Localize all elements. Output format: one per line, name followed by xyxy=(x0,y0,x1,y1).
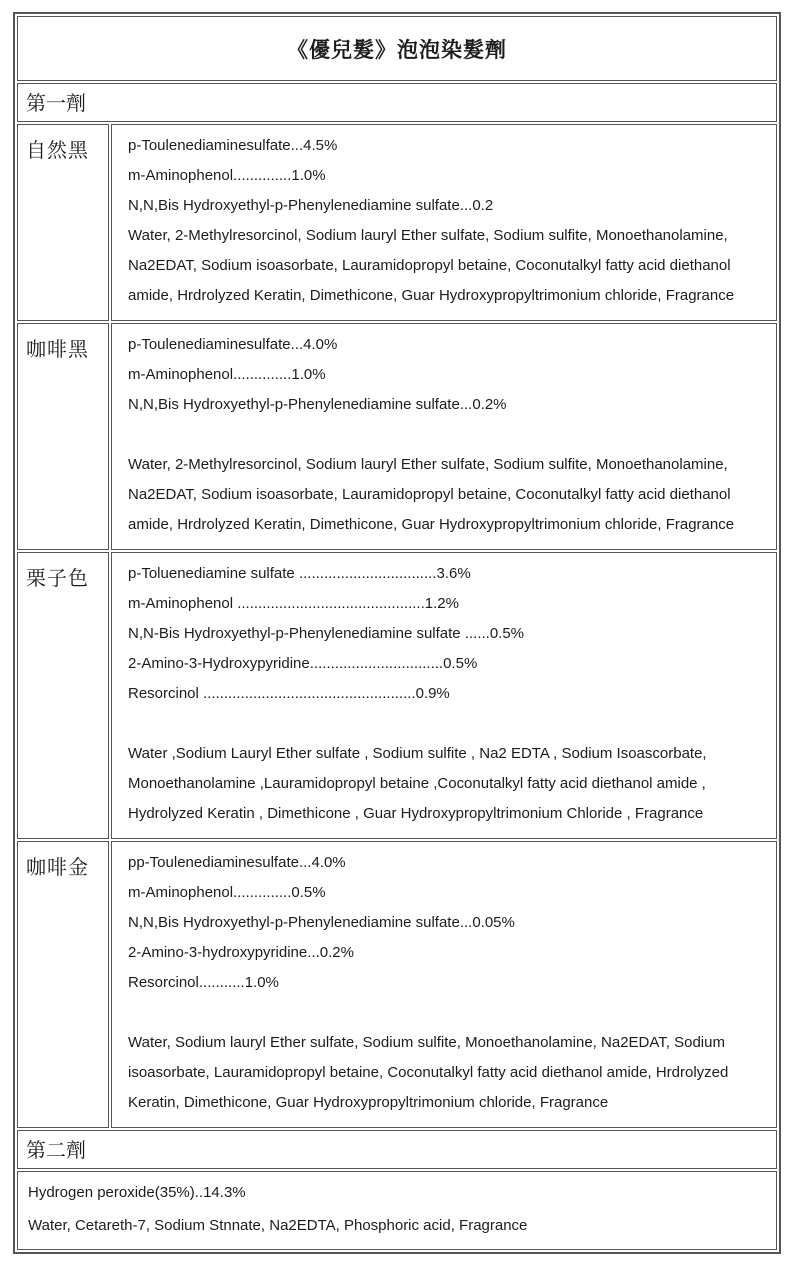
ingredient-line: N,N,Bis Hydroxyethyl-p-Phenylenediamine sulfate...0.2% xyxy=(128,396,507,413)
first-agent-header-row xyxy=(17,83,777,122)
ingredient-line: Monoethanolamine ,Lauramidopropyl betaine ,Coconutalkyl fatty acid diethanol amide , xyxy=(128,775,706,792)
ingredient-table xyxy=(13,12,781,1254)
first-agent-header: 第一劑 xyxy=(17,83,777,122)
ingredient-line: Water, Sodium lauryl Ether sulfate, Sodium sulfite, Monoethanolamine, Na2EDAT, Sodium xyxy=(128,1034,725,1051)
color-name: 自然黑 xyxy=(17,124,109,321)
color-name: 咖啡金 xyxy=(17,841,109,1128)
ingredient-line: m-Aminophenol..............0.5% xyxy=(128,884,326,901)
ingredient-line: Hydrolyzed Keratin , Dimethicone , Guar Hydroxypropyltrimonium Chloride , Fragrance xyxy=(128,805,704,822)
ingredient-line: N,N-Bis Hydroxyethyl-p-Phenylenediamine sulfate ......0.5% xyxy=(128,625,525,642)
color-name: 咖啡黑 xyxy=(17,323,109,550)
ingredient-line: Na2EDAT, Sodium isoasorbate, Lauramidopropyl betaine, Coconutalkyl fatty acid diethanol xyxy=(128,486,731,503)
color-row xyxy=(17,124,777,321)
color-ingredients xyxy=(111,841,777,1128)
ingredient-line: N,N,Bis Hydroxyethyl-p-Phenylenediamine sulfate...0.2 xyxy=(128,197,494,214)
color-ingredients xyxy=(111,124,777,321)
second-agent-header: 第二劑 xyxy=(17,1130,777,1169)
ingredient-line: p-Toluenediamine sulfate .................................3.6% xyxy=(128,565,471,582)
title-row xyxy=(17,16,777,81)
ingredient-line: p-Toulenediaminesulfate...4.5% xyxy=(128,137,338,154)
color-name: 栗子色 xyxy=(17,552,109,839)
second-agent-header-row xyxy=(17,1130,777,1169)
ingredient-line xyxy=(128,420,760,450)
page-title: 《優兒髮》泡泡染髮劑 xyxy=(17,16,777,81)
ingredient-line: Resorcinol ...................................................0.9% xyxy=(128,685,450,702)
ingredient-line: amide, Hrdrolyzed Keratin, Dimethicone, Guar Hydroxypropyltrimonium chloride, Fragrance xyxy=(128,287,735,304)
ingredient-line: 2-Amino-3-hydroxypyridine...0.2% xyxy=(128,944,354,961)
ingredient-line: Keratin, Dimethicone, Guar Hydroxypropyltrimonium chloride, Fragrance xyxy=(128,1094,609,1111)
second-agent-ingredients xyxy=(17,1171,777,1250)
ingredient-line: Water, 2-Methylresorcinol, Sodium lauryl Ether sulfate, Sodium sulfite, Monoethanolamine, xyxy=(128,456,728,473)
color-row xyxy=(17,841,777,1128)
ingredient-line: Hydrogen peroxide(35%)..14.3% xyxy=(28,1184,246,1201)
color-row xyxy=(17,323,777,550)
color-ingredients xyxy=(111,323,777,550)
ingredient-line: m-Aminophenol .............................................1.2% xyxy=(128,595,459,612)
ingredient-line: Resorcinol...........1.0% xyxy=(128,974,279,991)
color-ingredients xyxy=(111,552,777,839)
color-row xyxy=(17,552,777,839)
ingredient-line: p-Toulenediaminesulfate...4.0% xyxy=(128,336,338,353)
ingredient-line: Na2EDAT, Sodium isoasorbate, Lauramidopropyl betaine, Coconutalkyl fatty acid diethanol xyxy=(128,257,731,274)
ingredient-line: Water ,Sodium Lauryl Ether sulfate , Sodium sulfite , Na2 EDTA , Sodium Isoascorbate, xyxy=(128,745,707,762)
ingredient-line: Water, Cetareth-7, Sodium Stnnate, Na2EDTA, Phosphoric acid, Fragrance xyxy=(28,1217,528,1234)
ingredient-line: isoasorbate, Lauramidopropyl betaine, Coconutalkyl fatty acid diethanol amide, Hrdrolyzed xyxy=(128,1064,729,1081)
ingredient-line: 2-Amino-3-Hydroxypyridine................................0.5% xyxy=(128,655,478,672)
ingredient-line: m-Aminophenol..............1.0% xyxy=(128,366,326,383)
ingredient-line xyxy=(128,998,760,1028)
ingredient-line: pp-Toulenediaminesulfate...4.0% xyxy=(128,854,346,871)
ingredient-line: Water, 2-Methylresorcinol, Sodium lauryl Ether sulfate, Sodium sulfite, Monoethanolamine, xyxy=(128,227,728,244)
second-agent-content-row xyxy=(17,1171,777,1250)
ingredient-line: N,N,Bis Hydroxyethyl-p-Phenylenediamine sulfate...0.05% xyxy=(128,914,515,931)
ingredient-line: m-Aminophenol..............1.0% xyxy=(128,167,326,184)
ingredient-line xyxy=(128,709,760,739)
ingredient-line: amide, Hrdrolyzed Keratin, Dimethicone, Guar Hydroxypropyltrimonium chloride, Fragrance xyxy=(128,516,735,533)
